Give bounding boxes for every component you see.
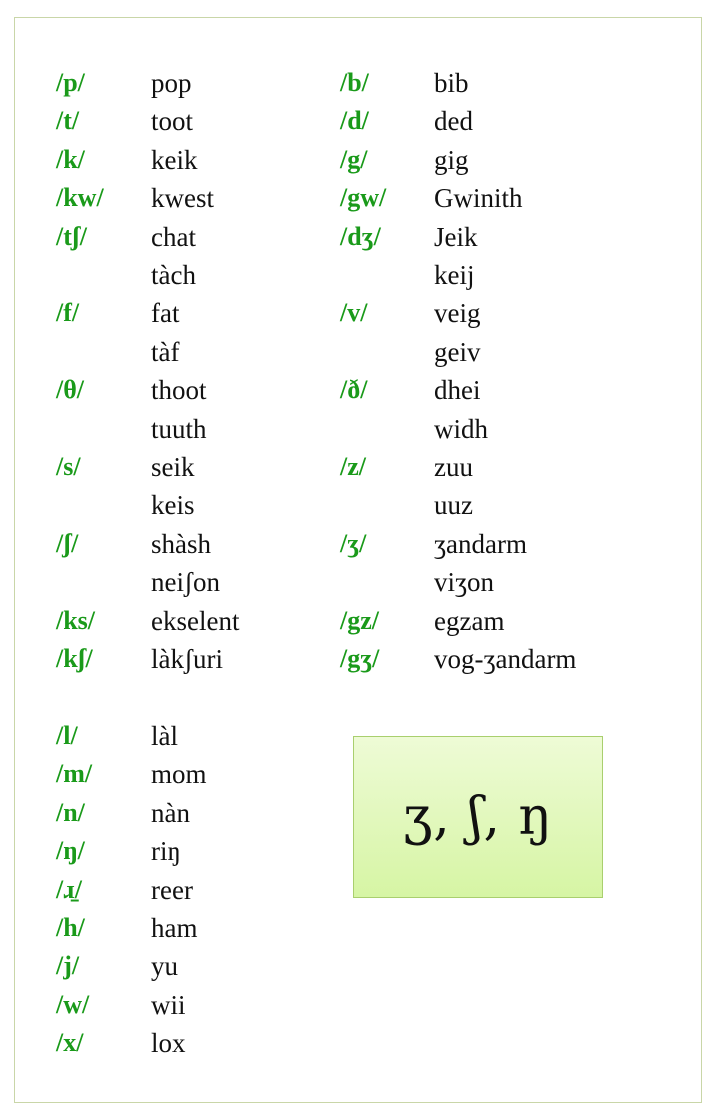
ipa-symbol: /gz/	[340, 605, 379, 635]
example-word: ded	[434, 106, 473, 137]
example-word: veig	[434, 298, 481, 329]
example-word: thoot	[151, 375, 207, 406]
example-word: pop	[151, 68, 192, 98]
example-word: keik	[151, 144, 198, 175]
example-word: viʒon	[434, 567, 494, 598]
example-word: mom	[151, 759, 207, 790]
example-word: neiʃon	[151, 567, 220, 598]
ipa-symbol: /v/	[340, 298, 368, 328]
ipa-symbol: /gw/	[340, 183, 387, 213]
ipa-symbol: /t/	[56, 106, 80, 136]
left-consonant-column	[56, 64, 356, 1064]
ipa-symbol: /ʒ/	[340, 528, 367, 558]
example-word: Gwinith	[434, 183, 523, 214]
example-word: kwest	[151, 183, 214, 214]
right-consonant-column	[340, 64, 680, 704]
ipa-symbol: /kw/	[56, 183, 104, 213]
ipa-symbol: /m/	[56, 759, 93, 789]
example-word: lox	[151, 1028, 186, 1059]
example-word: nàn	[151, 797, 190, 828]
example-word: ʒandarm	[434, 528, 527, 559]
example-word: vog-ʒandarm	[434, 644, 577, 674]
example-word: zuu	[434, 452, 473, 482]
ipa-symbol: /ɹ̠/	[56, 874, 82, 904]
example-word: dhei	[434, 375, 481, 406]
ipa-symbol: /tʃ/	[56, 221, 87, 251]
ipa-symbol: /z/	[340, 452, 366, 481]
ipa-symbol: /j/	[56, 951, 80, 981]
ipa-symbol: /x/	[56, 1028, 84, 1058]
ipa-symbol: /f/	[56, 298, 80, 328]
ipa-symbol: /l/	[56, 721, 78, 750]
ipa-symbol: /dʒ/	[340, 221, 381, 251]
ipa-symbol: /θ/	[56, 375, 85, 405]
ipa-symbol: /g/	[340, 144, 368, 174]
example-word: reer	[151, 874, 193, 905]
ipa-symbol: /ð/	[340, 375, 368, 405]
ipa-symbol: /ŋ/	[56, 836, 85, 866]
example-word: gig	[434, 144, 469, 175]
ipa-symbol: /w/	[56, 989, 90, 1019]
example-word: keis	[151, 490, 195, 521]
example-word: keij	[434, 260, 475, 290]
special-symbols-text: ʒ, ʃ, ŋ	[402, 787, 554, 847]
ipa-symbol: /h/	[56, 913, 85, 942]
example-word: bib	[434, 68, 469, 98]
ipa-symbol: /b/	[340, 68, 369, 97]
example-word: ekselent	[151, 605, 240, 636]
example-word: egzam	[434, 605, 505, 636]
special-symbols-box	[353, 736, 603, 898]
ipa-symbol: /ʃ/	[56, 528, 79, 558]
ipa-symbol: /d/	[340, 106, 369, 136]
example-word: widh	[434, 413, 488, 444]
example-word: chat	[151, 221, 196, 252]
example-word: wii	[151, 989, 186, 1020]
example-word: tuuth	[151, 413, 207, 444]
ipa-symbol: /s/	[56, 452, 81, 481]
ipa-symbol: /ks/	[56, 605, 96, 635]
example-word: yu	[151, 951, 178, 982]
example-word: geiv	[434, 336, 481, 367]
example-word: toot	[151, 106, 194, 137]
example-word: shàsh	[151, 528, 211, 559]
ipa-symbol: /n/	[56, 797, 85, 827]
example-word: làl	[151, 721, 178, 751]
ipa-symbol: /k/	[56, 144, 85, 174]
example-word: tàch	[151, 260, 196, 290]
example-word: Jeik	[434, 221, 478, 252]
ipa-symbol: /p/	[56, 68, 85, 97]
example-word: làkʃuri	[151, 644, 223, 674]
example-word: tàf	[151, 336, 180, 367]
example-word: seik	[151, 452, 195, 482]
ipa-symbol: /gʒ/	[340, 644, 380, 673]
ipa-symbol: /kʃ/	[56, 644, 93, 673]
example-word: riŋ	[151, 836, 181, 867]
example-word: uuz	[434, 490, 473, 521]
example-word: fat	[151, 298, 180, 329]
example-word: ham	[151, 913, 198, 943]
